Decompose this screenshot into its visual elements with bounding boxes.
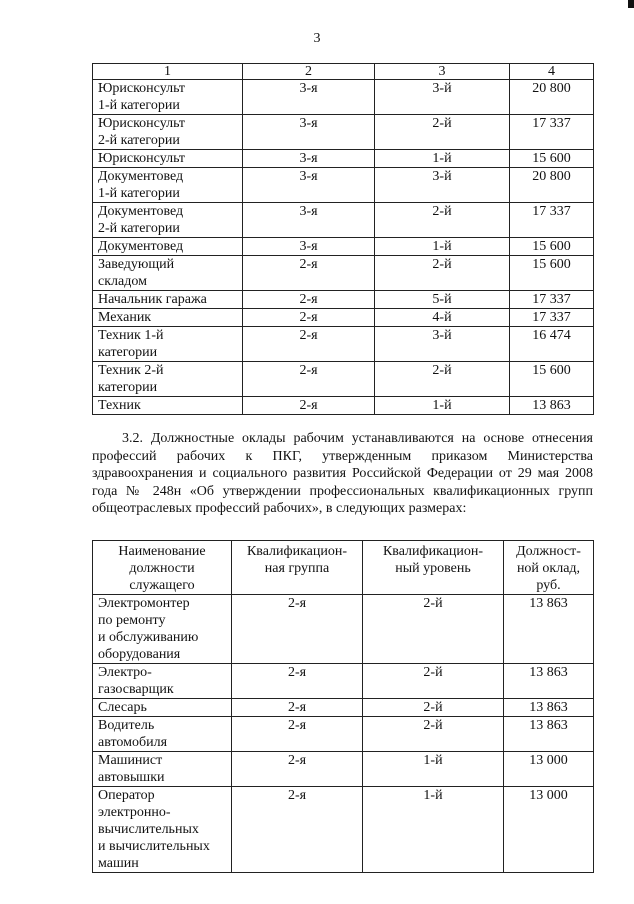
- table-row: [93, 291, 594, 309]
- table-row: [93, 238, 594, 256]
- table-header-row: [93, 64, 594, 80]
- cell-level: 2-й: [363, 595, 504, 664]
- column-header: 3: [375, 64, 510, 80]
- cell-group: 2-я: [232, 664, 363, 699]
- cell-group: 2-я: [243, 327, 375, 362]
- salary-table-employees: [92, 63, 594, 415]
- cell-salary: 13 863: [510, 397, 594, 415]
- cell-salary: 20 800: [510, 168, 594, 203]
- cell-level: 2-й: [363, 717, 504, 752]
- cell-level: 5-й: [375, 291, 510, 309]
- cell-group: 2-я: [232, 787, 363, 873]
- cell-level: 2-й: [375, 362, 510, 397]
- cell-position: Механик: [93, 309, 243, 327]
- cell-position: Оператор электронно- вычислительных и вычислительных машин: [93, 787, 232, 873]
- cell-position: Заведующий складом: [93, 256, 243, 291]
- cell-group: 2-я: [243, 291, 375, 309]
- column-header: 4: [510, 64, 594, 80]
- column-header: 1: [93, 64, 243, 80]
- column-header-position: Наименование должности служащего: [93, 541, 232, 595]
- table-row: [93, 80, 594, 115]
- cell-level: 2-й: [363, 664, 504, 699]
- cell-position: Техник: [93, 397, 243, 415]
- table-row: [93, 327, 594, 362]
- cell-group: 2-я: [243, 397, 375, 415]
- cell-group: 3-я: [243, 115, 375, 150]
- cell-level: 2-й: [363, 699, 504, 717]
- cell-salary: 13 863: [504, 595, 594, 664]
- cell-level: 2-й: [375, 203, 510, 238]
- salary-table-workers: [92, 540, 594, 873]
- cell-salary: 17 337: [510, 115, 594, 150]
- cell-group: 3-я: [243, 168, 375, 203]
- cell-position: Слесарь: [93, 699, 232, 717]
- cell-position: Документовед: [93, 238, 243, 256]
- cell-salary: 13 863: [504, 699, 594, 717]
- cell-group: 2-я: [232, 595, 363, 664]
- paragraph-3-2: [92, 430, 593, 518]
- cell-level: 4-й: [375, 309, 510, 327]
- cell-position: Документовед 2-й категории: [93, 203, 243, 238]
- cell-group: 3-я: [243, 203, 375, 238]
- table-row: [93, 752, 594, 787]
- cell-level: 2-й: [375, 115, 510, 150]
- cell-position: Электро- газосварщик: [93, 664, 232, 699]
- table-row: [93, 203, 594, 238]
- cell-group: 2-я: [232, 699, 363, 717]
- table-row: [93, 168, 594, 203]
- cell-group: 3-я: [243, 238, 375, 256]
- cell-position: Техник 2-й категории: [93, 362, 243, 397]
- cell-group: 2-я: [232, 752, 363, 787]
- cell-salary: 20 800: [510, 80, 594, 115]
- cell-level: 1-й: [375, 397, 510, 415]
- cell-group: 3-я: [243, 80, 375, 115]
- cell-group: 2-я: [243, 362, 375, 397]
- table-row: [93, 397, 594, 415]
- cell-group: 2-я: [243, 256, 375, 291]
- cell-salary: 15 600: [510, 362, 594, 397]
- cell-salary: 13 000: [504, 752, 594, 787]
- cell-level: 1-й: [363, 752, 504, 787]
- table-row: [93, 787, 594, 873]
- cell-level: 3-й: [375, 327, 510, 362]
- cell-level: 3-й: [375, 168, 510, 203]
- cell-salary: 17 337: [510, 291, 594, 309]
- cell-position: Машинист автовышки: [93, 752, 232, 787]
- column-header-level: Квалификацион- ный уровень: [363, 541, 504, 595]
- cell-salary: 15 600: [510, 150, 594, 168]
- cell-group: 2-я: [243, 309, 375, 327]
- cell-salary: 15 600: [510, 256, 594, 291]
- cell-level: 3-й: [375, 80, 510, 115]
- table-row: [93, 717, 594, 752]
- cell-position: Юрисконсульт 2-й категории: [93, 115, 243, 150]
- cell-salary: 17 337: [510, 309, 594, 327]
- table-row: [93, 150, 594, 168]
- table-row: [93, 595, 594, 664]
- cell-salary: 13 863: [504, 717, 594, 752]
- column-header-salary: Должност- ной оклад, руб.: [504, 541, 594, 595]
- cell-position: Техник 1-й категории: [93, 327, 243, 362]
- cell-position: Электромонтер по ремонту и обслуживанию оборудования: [93, 595, 232, 664]
- cell-salary: 15 600: [510, 238, 594, 256]
- corner-mark: [628, 0, 634, 8]
- cell-position: Начальник гаража: [93, 291, 243, 309]
- table-row: [93, 362, 594, 397]
- cell-salary: 16 474: [510, 327, 594, 362]
- cell-group: 3-я: [243, 150, 375, 168]
- cell-position: Водитель автомобиля: [93, 717, 232, 752]
- cell-position: Юрисконсульт: [93, 150, 243, 168]
- cell-salary: 17 337: [510, 203, 594, 238]
- cell-position: Документовед 1-й категории: [93, 168, 243, 203]
- column-header: 2: [243, 64, 375, 80]
- cell-level: 1-й: [363, 787, 504, 873]
- table-row: [93, 699, 594, 717]
- paragraph-text: 3.2. Должностные оклады рабочим устанавливаются на основе отнесения профессий рабочих к ПКГ, утвержденным приказом Министерства здравоохранения и социального развития Российской Федерации от 29 мая 2008 года № 248н «Об утверждении профессиональных квалификационных групп общеотраслевых профессий рабочих», в следующих размерах:: [92, 431, 593, 517]
- page-number: 3: [313, 31, 321, 46]
- cell-level: 2-й: [375, 256, 510, 291]
- column-header-group: Квалификацион- ная группа: [232, 541, 363, 595]
- table-row: [93, 256, 594, 291]
- table-row: [93, 309, 594, 327]
- cell-position: Юрисконсульт 1-й категории: [93, 80, 243, 115]
- cell-level: 1-й: [375, 150, 510, 168]
- table-header-row: [93, 541, 594, 595]
- cell-group: 2-я: [232, 717, 363, 752]
- table-row: [93, 115, 594, 150]
- table-row: [93, 664, 594, 699]
- cell-level: 1-й: [375, 238, 510, 256]
- cell-salary: 13 000: [504, 787, 594, 873]
- cell-salary: 13 863: [504, 664, 594, 699]
